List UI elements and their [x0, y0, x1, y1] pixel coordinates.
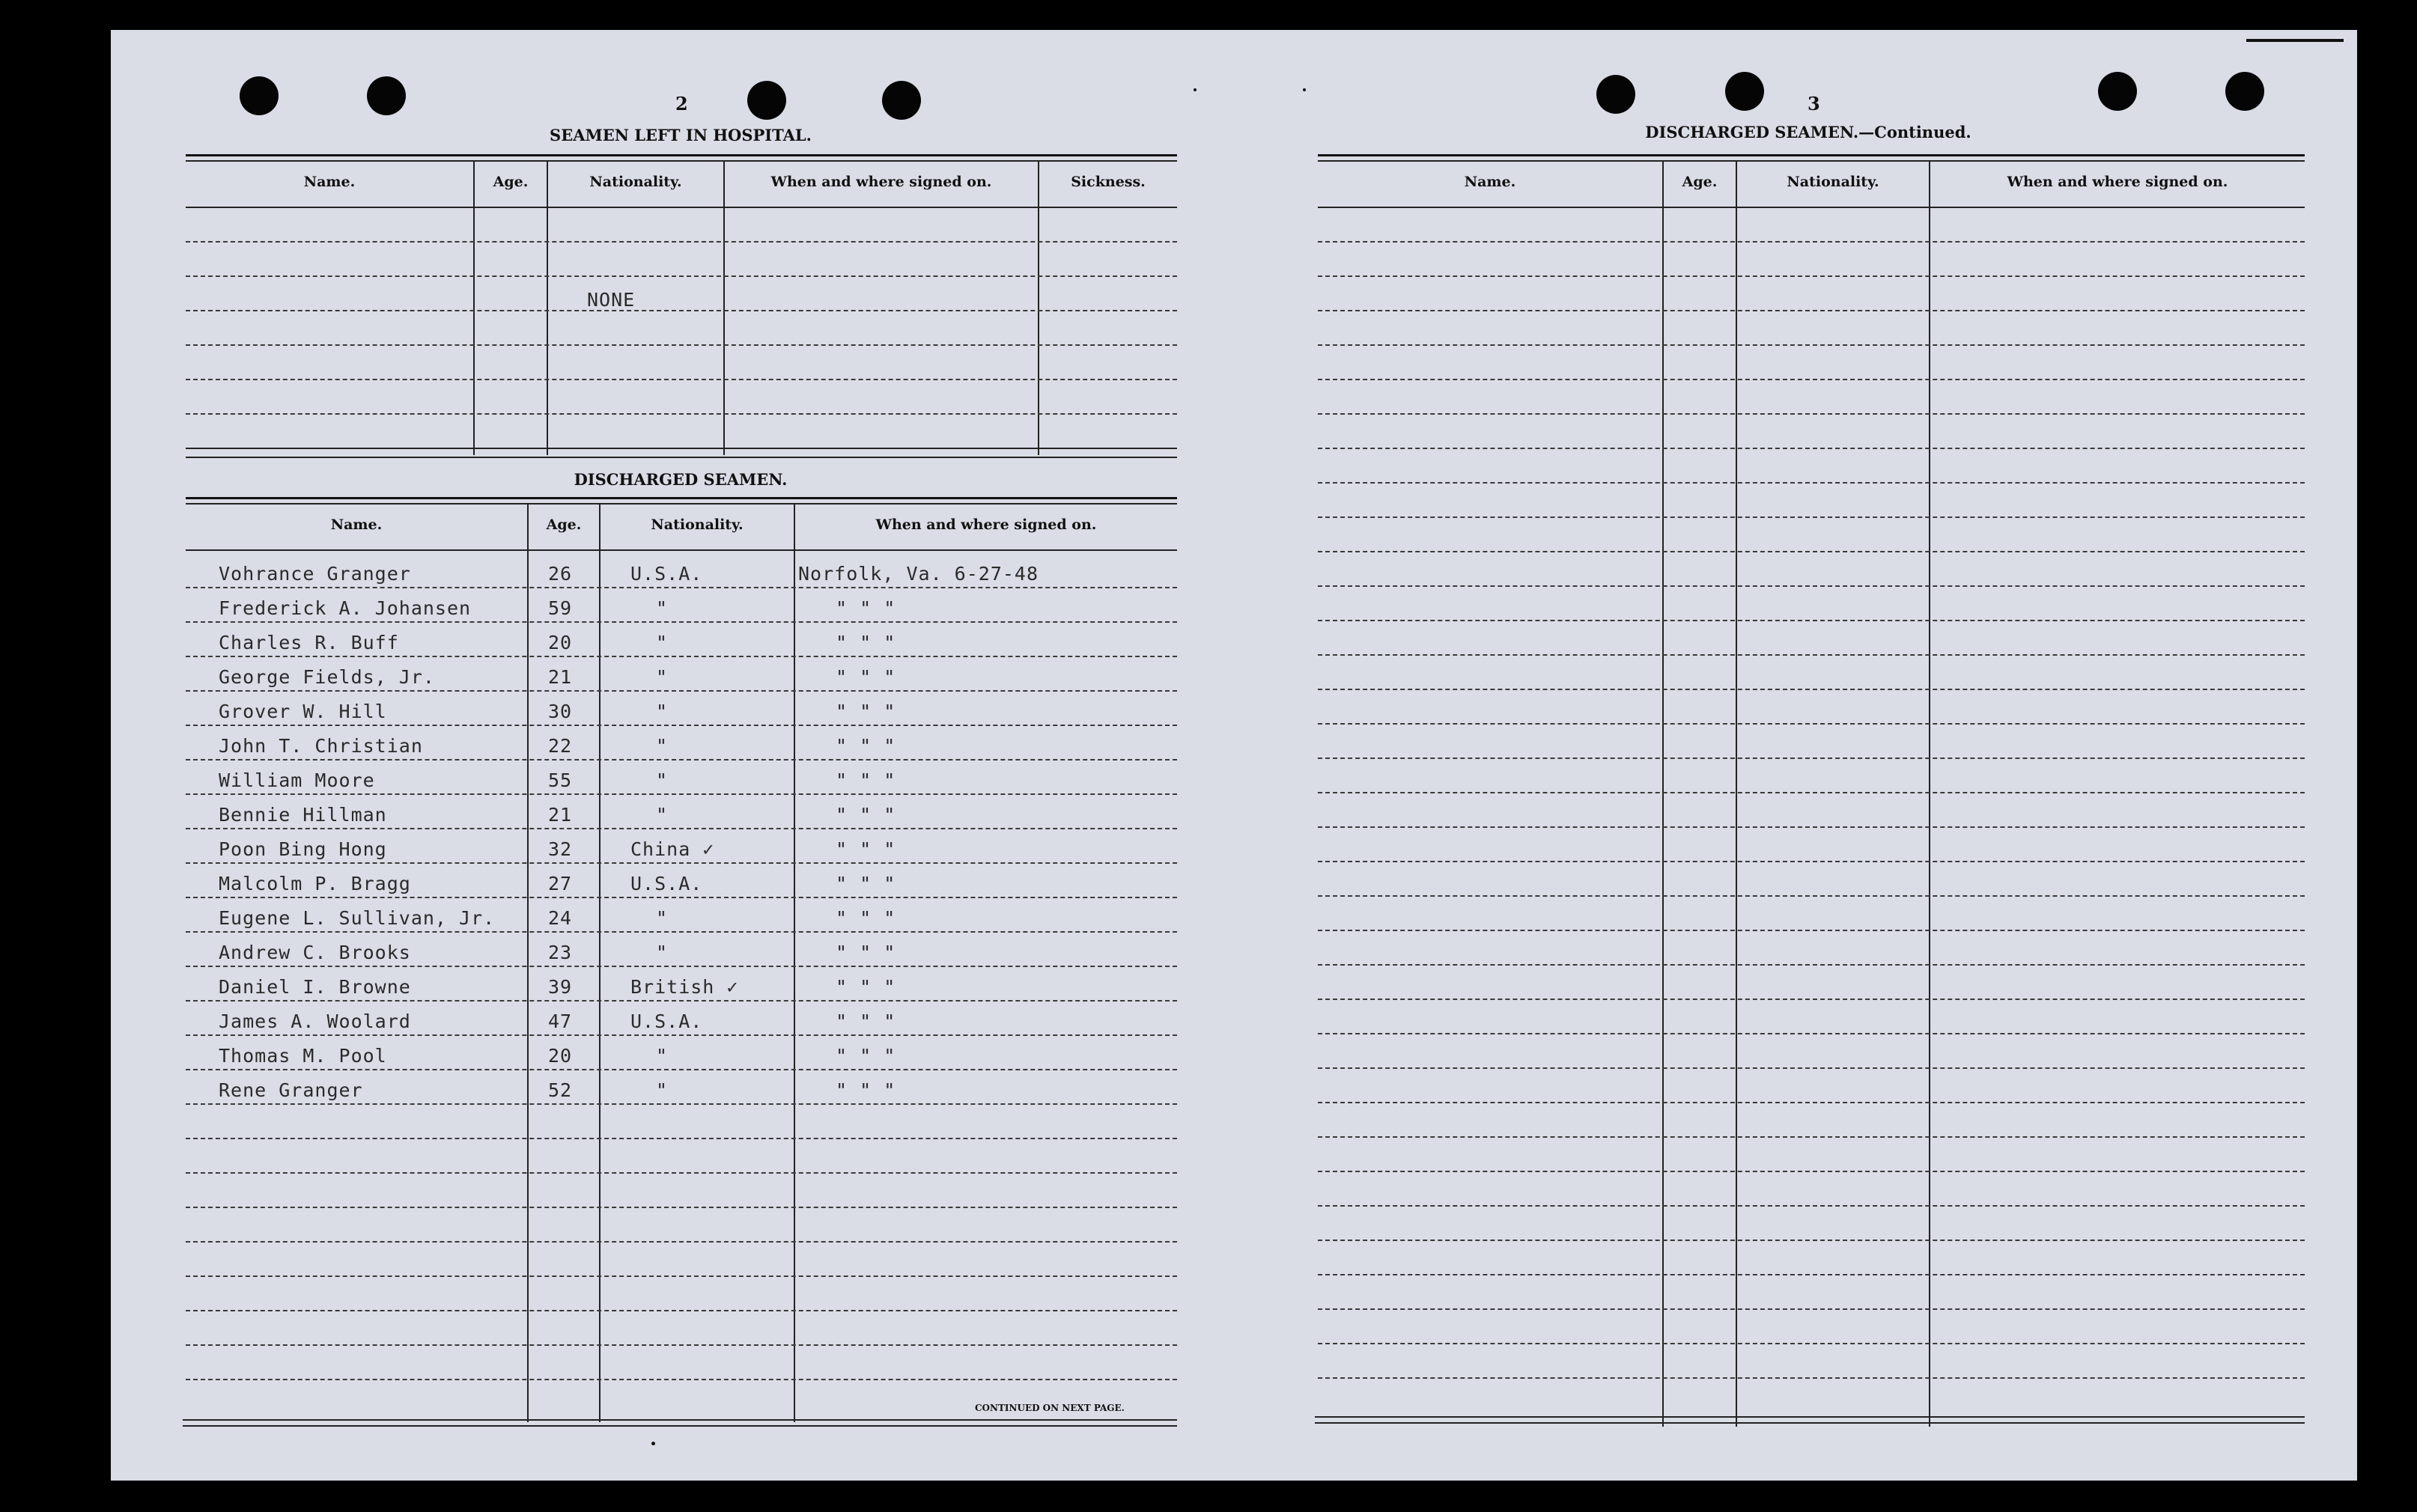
seaman-nationality: ": [656, 632, 669, 653]
entry-line: [1318, 1308, 2305, 1310]
hospital-section-title: SEAMEN LEFT IN HOSPITAL.: [550, 126, 812, 144]
rule: [186, 457, 1177, 458]
entry-line: [186, 1103, 1177, 1105]
seaman-signed-on: " " ": [836, 1010, 896, 1032]
entry-line: [186, 587, 1177, 588]
entry-line: [186, 1172, 1177, 1174]
seaman-signed-on: " " ": [836, 1045, 896, 1067]
entry-line: [1318, 1240, 2305, 1241]
seaman-nationality: ": [656, 907, 669, 929]
entry-line: [1318, 1136, 2305, 1138]
entry-line: [186, 759, 1177, 760]
seaman-name: Poon Bing Hong: [219, 838, 387, 860]
entry-line: [1318, 1274, 2305, 1275]
entry-line: [186, 828, 1177, 829]
seaman-age: 23: [548, 942, 573, 963]
entry-line: [186, 690, 1177, 692]
entry-line: [1318, 654, 2305, 656]
seaman-signed-on: Norfolk, Va. 6-27-48: [798, 563, 1039, 585]
rule: [186, 503, 1177, 504]
entry-line: [1318, 516, 2305, 518]
seaman-name: Bennie Hillman: [219, 804, 387, 826]
entry-line: [186, 862, 1177, 864]
entry-line: [1318, 344, 2305, 346]
entry-line: [186, 1344, 1177, 1346]
rule: [186, 154, 1177, 156]
seaman-name: William Moore: [219, 769, 375, 791]
entry-line: [1318, 1377, 2305, 1379]
seaman-name: James A. Woolard: [219, 1010, 411, 1032]
seaman-name: Grover W. Hill: [219, 701, 387, 722]
entry-line: [1318, 482, 2305, 484]
right-header-signed-on: When and where signed on.: [2007, 174, 2228, 190]
seaman-nationality: ": [656, 769, 669, 791]
entry-line: [1318, 241, 2305, 243]
seaman-nationality: U.S.A.: [630, 873, 703, 894]
entry-line: [1318, 413, 2305, 415]
punch-hole: [1596, 75, 1635, 114]
seaman-name: Frederick A. Johansen: [219, 597, 472, 619]
rule: [186, 497, 1177, 499]
column-rule: [723, 162, 725, 455]
seaman-name: Thomas M. Pool: [219, 1045, 387, 1067]
entry-line: [186, 310, 1177, 311]
discharged-header-signed-on: When and where signed on.: [875, 516, 1097, 533]
seaman-name: George Fields, Jr.: [219, 666, 435, 688]
punch-hole: [240, 76, 279, 115]
entry-line: [1318, 1205, 2305, 1207]
discharged-header-nationality: Nationality.: [651, 516, 744, 533]
seaman-age: 52: [548, 1079, 573, 1101]
column-rule: [599, 504, 601, 1422]
entry-line: [1318, 448, 2305, 449]
corner-scan-mark: [2246, 39, 2344, 52]
seaman-nationality: ": [656, 735, 669, 757]
discharged-section-title: DISCHARGED SEAMEN.: [574, 470, 788, 489]
seaman-age: 32: [548, 838, 573, 860]
seaman-nationality: ": [656, 804, 669, 826]
seaman-name: Andrew C. Brooks: [219, 942, 411, 963]
seaman-name: Rene Granger: [219, 1079, 363, 1101]
column-rule: [473, 162, 475, 455]
entry-line: [1318, 1171, 2305, 1172]
entry-line: [1318, 792, 2305, 793]
entry-line: [1318, 585, 2305, 587]
rule: [186, 448, 1177, 449]
seaman-age: 39: [548, 976, 573, 998]
entry-line: [186, 1000, 1177, 1002]
seaman-nationality: ": [656, 942, 669, 963]
entry-line: [1318, 689, 2305, 690]
right-page-number: 3: [1808, 93, 1820, 115]
hospital-header-age: Age.: [493, 174, 529, 190]
column-rule: [1662, 162, 1664, 1427]
seaman-name: Daniel I. Browne: [219, 976, 411, 998]
seaman-signed-on: " " ": [836, 735, 896, 757]
column-rule: [527, 504, 529, 1422]
entry-line: [186, 1379, 1177, 1380]
scan-speck: [1194, 88, 1197, 91]
right-header-age: Age.: [1682, 174, 1718, 190]
entry-line: [1318, 826, 2305, 828]
entry-line: [1318, 1343, 2305, 1344]
entry-line: [186, 621, 1177, 623]
right-header-name: Name.: [1464, 174, 1516, 190]
entry-line: [186, 1138, 1177, 1139]
seaman-signed-on: " " ": [836, 942, 896, 963]
seaman-signed-on: " " ": [836, 838, 896, 860]
seaman-age: 21: [548, 804, 573, 826]
rule: [186, 549, 1177, 551]
seaman-age: 20: [548, 632, 573, 653]
seaman-name: Malcolm P. Bragg: [219, 873, 411, 894]
seaman-signed-on: " " ": [836, 873, 896, 894]
seaman-nationality: ": [656, 1079, 669, 1101]
entry-line: [186, 931, 1177, 933]
seaman-age: 27: [548, 873, 573, 894]
entry-line: [186, 344, 1177, 346]
entry-line: [186, 725, 1177, 726]
entry-line: [186, 1034, 1177, 1036]
entry-line: [1318, 551, 2305, 552]
seaman-signed-on: " " ": [836, 976, 896, 998]
punch-hole: [1725, 72, 1764, 111]
seaman-name: John T. Christian: [219, 735, 423, 757]
column-rule: [1736, 162, 1737, 1427]
seaman-signed-on: " " ": [836, 1079, 896, 1101]
rule: [186, 160, 1177, 162]
rule: [1318, 160, 2305, 162]
seaman-nationality: ": [656, 666, 669, 688]
discharged-header-age: Age.: [546, 516, 582, 533]
entry-line: [1318, 861, 2305, 862]
seaman-signed-on: " " ": [836, 907, 896, 929]
seaman-age: 24: [548, 907, 573, 929]
seaman-signed-on: " " ": [836, 666, 896, 688]
rule: [1315, 1422, 2305, 1424]
seaman-age: 55: [548, 769, 573, 791]
punch-hole: [2225, 72, 2264, 111]
entry-line: [1318, 999, 2305, 1000]
column-rule: [547, 162, 548, 455]
entry-line: [1318, 379, 2305, 380]
rule: [1318, 207, 2305, 208]
seaman-name: Charles R. Buff: [219, 632, 399, 653]
seaman-nationality: British ✓: [630, 976, 739, 998]
entry-line: [186, 275, 1177, 277]
seaman-nationality: U.S.A.: [630, 1010, 703, 1032]
seaman-name: Vohrance Granger: [219, 563, 411, 585]
right-header-nationality: Nationality.: [1787, 174, 1879, 190]
entry-line: [186, 966, 1177, 967]
hospital-entry-none: NONE: [587, 289, 636, 311]
hospital-header-signed-on: When and where signed on.: [770, 174, 992, 190]
entry-line: [186, 1275, 1177, 1277]
seaman-nationality: ": [656, 701, 669, 722]
entry-line: [1318, 1033, 2305, 1034]
document-sheet: [111, 30, 2357, 1481]
punch-hole: [747, 81, 786, 120]
column-rule: [1038, 162, 1039, 455]
seaman-signed-on: " " ": [836, 597, 896, 619]
entry-line: [186, 1207, 1177, 1208]
entry-line: [186, 379, 1177, 380]
seaman-signed-on: " " ": [836, 632, 896, 653]
scan-speck: [651, 1442, 655, 1445]
rule: [1318, 154, 2305, 156]
entry-line: [1318, 757, 2305, 759]
entry-line: [1318, 930, 2305, 931]
entry-line: [186, 1310, 1177, 1311]
seaman-signed-on: " " ": [836, 769, 896, 791]
seaman-nationality: China ✓: [630, 838, 715, 860]
hospital-header-name: Name.: [303, 174, 356, 190]
seaman-signed-on: " " ": [836, 804, 896, 826]
discharged-header-name: Name.: [330, 516, 383, 533]
seaman-nationality: ": [656, 1045, 669, 1067]
entry-line: [1318, 620, 2305, 621]
entry-line: [1318, 1067, 2305, 1069]
scan-speck: [1303, 88, 1306, 91]
column-rule: [1929, 162, 1930, 1427]
seaman-name: Eugene L. Sullivan, Jr.: [219, 907, 496, 929]
entry-line: [186, 656, 1177, 657]
seaman-age: 20: [548, 1045, 573, 1067]
entry-line: [186, 413, 1177, 415]
entry-line: [186, 793, 1177, 795]
rule: [1315, 1416, 2305, 1418]
entry-line: [1318, 964, 2305, 966]
entry-line: [1318, 275, 2305, 277]
entry-line: [1318, 723, 2305, 725]
punch-hole: [367, 76, 406, 115]
seaman-nationality: U.S.A.: [630, 563, 703, 585]
entry-line: [186, 897, 1177, 898]
seaman-age: 22: [548, 735, 573, 757]
seaman-age: 59: [548, 597, 573, 619]
seaman-age: 21: [548, 666, 573, 688]
seaman-signed-on: " " ": [836, 701, 896, 722]
seaman-nationality: ": [656, 597, 669, 619]
hospital-header-sickness: Sickness.: [1071, 174, 1146, 190]
right-page-title: DISCHARGED SEAMEN.—Continued.: [1645, 123, 1971, 141]
hospital-header-nationality: Nationality.: [589, 174, 682, 190]
seaman-age: 26: [548, 563, 573, 585]
entry-line: [1318, 1102, 2305, 1103]
entry-line: [186, 1069, 1177, 1070]
rule: [183, 1425, 1177, 1427]
entry-line: [186, 1241, 1177, 1243]
punch-hole: [882, 81, 921, 120]
continued-note: CONTINUED ON NEXT PAGE.: [975, 1403, 1125, 1413]
seaman-age: 47: [548, 1010, 573, 1032]
left-page-number: 2: [675, 93, 688, 115]
punch-hole: [2098, 72, 2137, 111]
seaman-age: 30: [548, 701, 573, 722]
column-rule: [794, 504, 795, 1422]
rule: [183, 1419, 1177, 1421]
rule: [186, 207, 1177, 208]
entry-line: [186, 241, 1177, 243]
entry-line: [1318, 310, 2305, 311]
entry-line: [1318, 895, 2305, 897]
